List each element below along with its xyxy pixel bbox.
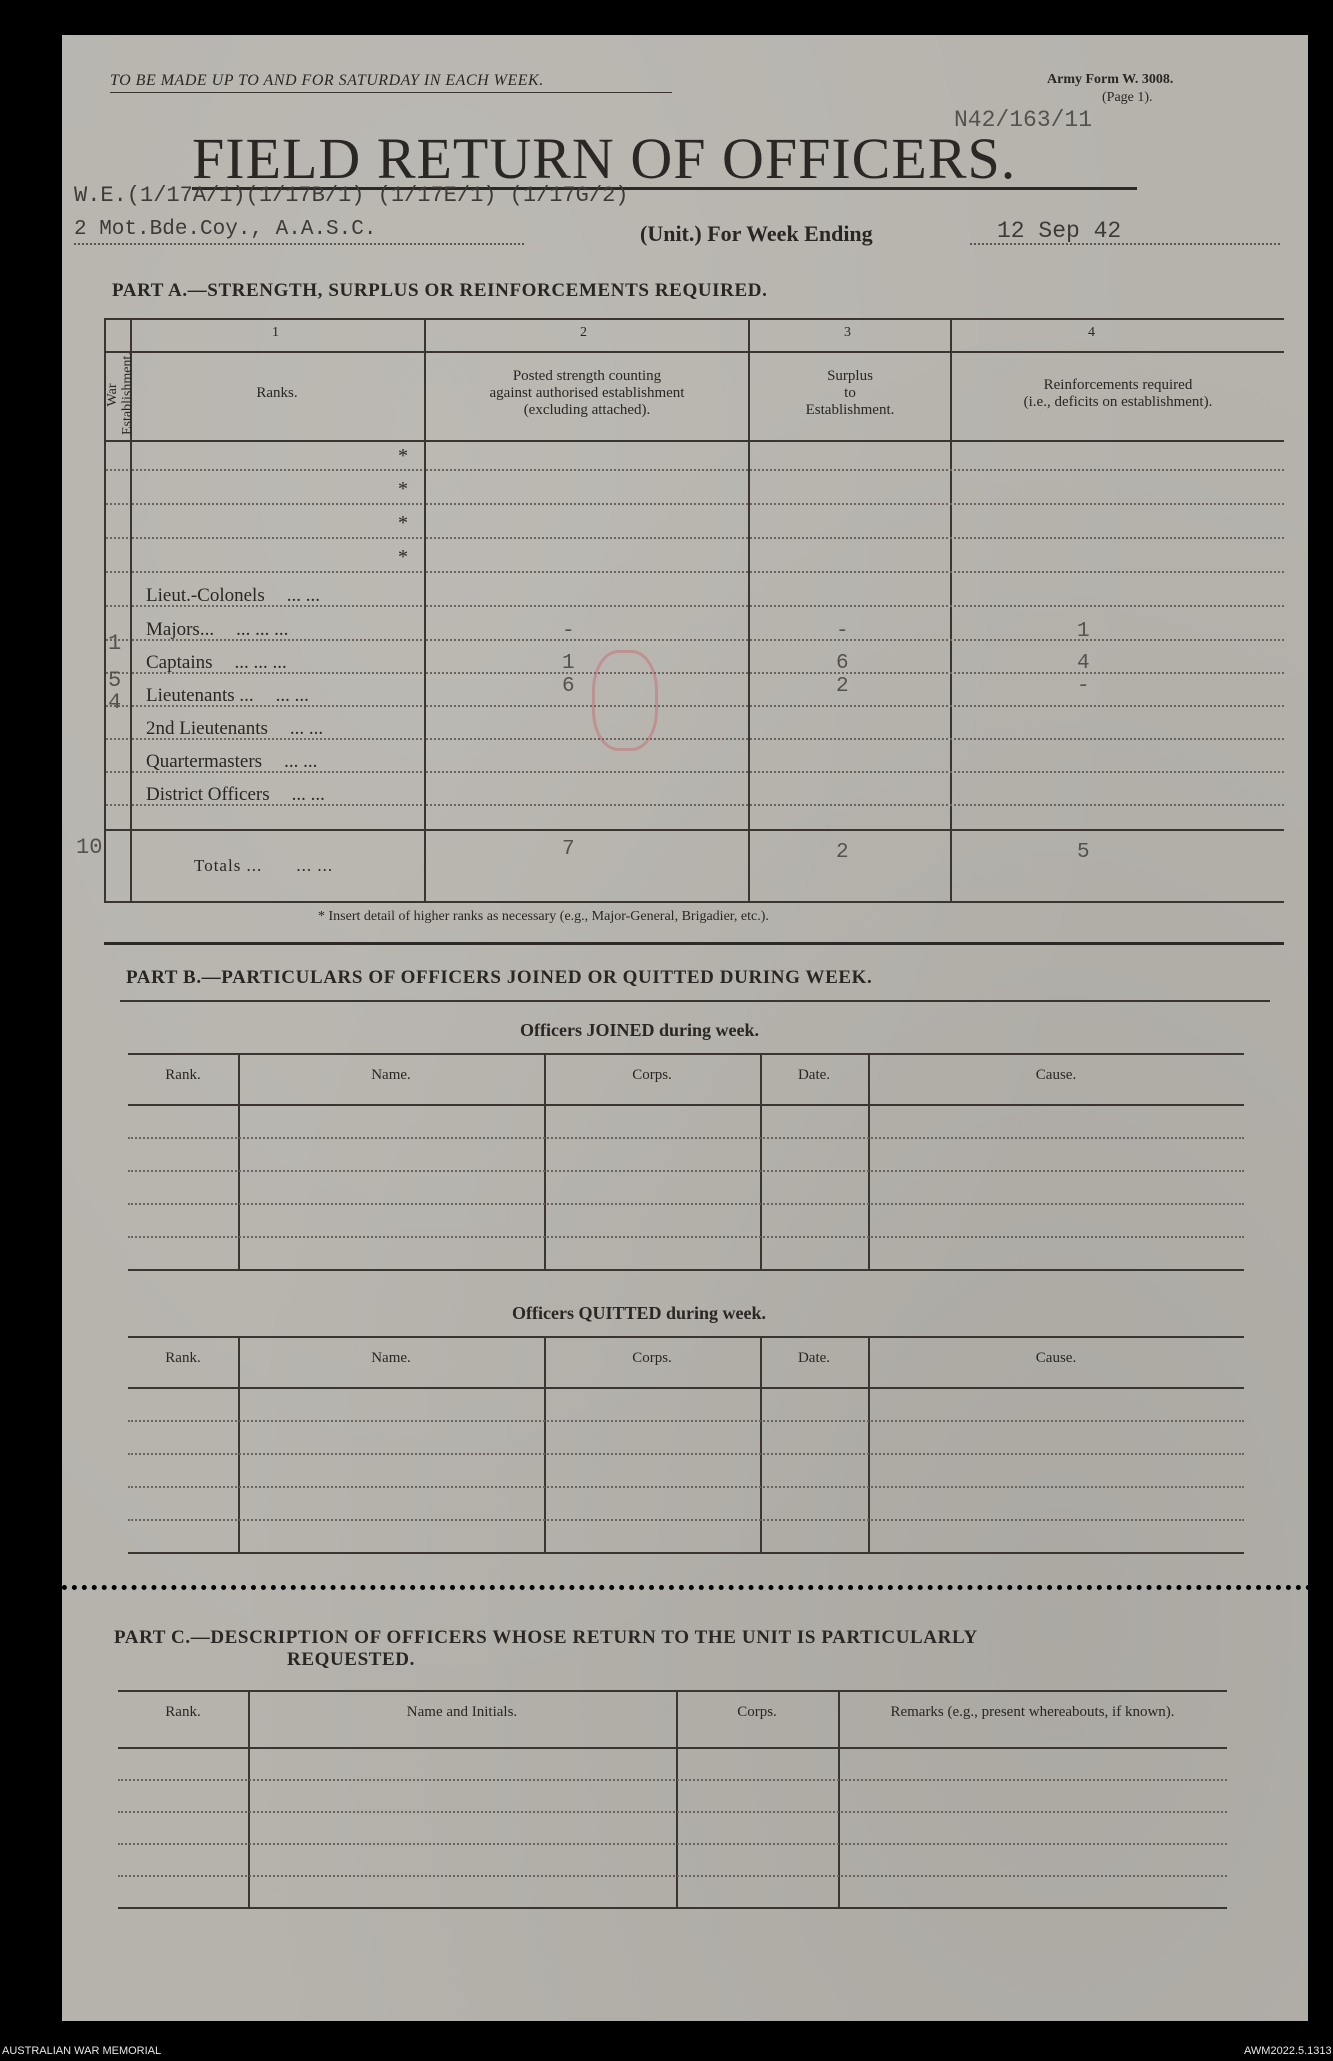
asterisk-3: * (398, 512, 408, 534)
joined-cause-header: Cause. (1035, 1067, 1077, 1083)
partc-remarks-header: Remarks (e.g., present whereabouts, if known). (890, 1704, 1175, 1720)
rank-label: 2nd Lieutenants (146, 718, 268, 739)
quitted-corps-header: Corps. (632, 1350, 672, 1366)
establishment-label: Establishment. (120, 352, 135, 435)
rank-2nd-lieutenants (146, 718, 323, 740)
row-rule (132, 537, 422, 539)
rank-leader: ... ... (275, 685, 309, 706)
table-row (118, 1843, 1227, 1845)
totals-text: Totals ... (194, 856, 263, 875)
surplus-header-line-3: Establishment. (805, 402, 895, 418)
data-row-rule (426, 503, 1284, 505)
rank-label: District Officers (146, 784, 270, 805)
data-row-rule (426, 639, 1284, 641)
totals-label (194, 856, 333, 876)
page-title: FIELD RETURN OF OFFICERS. (192, 126, 1017, 191)
posted-header-line-1: Posted strength counting (512, 368, 662, 384)
part-b-title-rule (120, 1000, 1270, 1002)
data-row-rule (426, 571, 1284, 573)
quitted-title: Officers QUITTED during week. (512, 1303, 766, 1323)
week-dotted-line (970, 243, 1280, 245)
rank-label: Lieut.-Colonels (146, 585, 265, 606)
quitted-date-header: Date. (797, 1350, 831, 1366)
war-label: War (105, 383, 120, 407)
data-row-rule (426, 771, 1284, 773)
col-number-2: 2 (580, 325, 587, 340)
we-row-rule (106, 537, 128, 539)
posted-strength-header (426, 368, 748, 419)
joined-name-header: Name. (371, 1067, 411, 1083)
part-a-totals-rule (104, 829, 1284, 831)
we-lieutenants: 4 (108, 690, 122, 715)
surplus-majors: - (836, 620, 849, 643)
quitted-name-header: Name. (371, 1350, 411, 1366)
table-bottom-rule (128, 1552, 1244, 1554)
part-a-top-rule (104, 318, 1284, 320)
data-row-rule (426, 804, 1284, 806)
reinforcements-header-line-2: (i.e., deficits on establishment). (1023, 394, 1213, 410)
posted-total: 7 (562, 838, 575, 861)
table-row (128, 1486, 1244, 1488)
part-a-title: PART A.—STRENGTH, SURPLUS OR REINFORCEMENTS REQUIRED. (112, 280, 768, 301)
posted-header-line-2: against authorised establishment (489, 385, 685, 401)
unit-dotted-line (74, 243, 524, 245)
page-number: (Page 1). (1102, 90, 1153, 105)
rank-label: Lieutenants ... (146, 685, 254, 706)
we-total: 10 (76, 835, 103, 860)
row-rule (132, 469, 422, 471)
table-row (128, 1170, 1244, 1172)
table-top-rule (128, 1336, 1244, 1338)
data-row-rule (426, 605, 1284, 607)
partc-corps-header: Corps. (737, 1704, 777, 1720)
reinf-lieutenants: - (1077, 675, 1090, 698)
rank-leader: ... ... (286, 585, 320, 606)
table-row (128, 1137, 1244, 1139)
table-bottom-rule (128, 1269, 1244, 1271)
unit-label: (Unit.) For Week Ending (640, 221, 873, 246)
surplus-total: 2 (836, 841, 849, 864)
partc-rank-header: Rank. (165, 1704, 201, 1720)
surplus-header-line-1: Surplus (827, 368, 873, 384)
table-top-rule (118, 1690, 1227, 1692)
rank-majors (146, 619, 288, 641)
reinforcements-header (952, 377, 1284, 411)
rank-district-officers (146, 784, 325, 806)
part-a-number-rule (104, 351, 1284, 353)
surplus-header (750, 368, 950, 419)
joined-date-header: Date. (797, 1067, 831, 1083)
part-a-end-rule (104, 942, 1284, 945)
part-c-title-line-1: PART C.—DESCRIPTION OF OFFICERS WHOSE RETURN TO THE UNIT IS PARTICULARLY (114, 1627, 978, 1648)
reinf-majors: 1 (1077, 620, 1090, 643)
data-row-rule (426, 705, 1284, 707)
posted-header-line-3: (excluding attached). (523, 402, 651, 418)
surplus-header-line-2: to (844, 385, 856, 401)
rank-lieutenants (146, 685, 309, 707)
rank-lieut-colonels (146, 585, 320, 607)
table-row (128, 1453, 1244, 1455)
reinf-total: 5 (1077, 841, 1090, 864)
table-row (118, 1779, 1227, 1781)
we-lieut-colonels: 1 (108, 631, 122, 656)
we-row-rule (106, 605, 128, 607)
instruction-underline (110, 92, 672, 93)
unit-name: 2 Mot.Bde.Coy., A.A.S.C. (74, 218, 377, 241)
form-page (62, 35, 1308, 2021)
posted-lieutenants: 6 (562, 675, 575, 698)
part-a-bottom-rule (104, 901, 1284, 903)
asterisk-2: * (398, 478, 408, 500)
we-captains: 5 (108, 668, 122, 693)
week-ending-value: 12 Sep 42 (997, 218, 1122, 244)
table-row (128, 1420, 1244, 1422)
data-row-rule (426, 738, 1284, 740)
part-a-footnote: * Insert detail of higher ranks as necessary (e.g., Major-General, Brigadier, etc.). (318, 909, 769, 924)
row-rule (132, 503, 422, 505)
rank-captains (146, 652, 287, 674)
data-row-rule (426, 537, 1284, 539)
footer-left: AUSTRALIAN WAR MEMORIAL (2, 2045, 162, 2057)
weekly-instruction: TO BE MADE UP TO AND FOR SATURDAY IN EACH WEEK. (110, 72, 544, 89)
red-stamp-mark (592, 650, 658, 751)
part-c-title-line-2: REQUESTED. (287, 1649, 415, 1670)
asterisk-1: * (398, 445, 408, 467)
table-header-rule (128, 1387, 1244, 1389)
we-row-rule (106, 804, 128, 806)
rank-label: Captains (146, 652, 213, 673)
joined-title: Officers JOINED during week. (520, 1020, 759, 1040)
rank-leader: ... ... (291, 784, 325, 805)
table-bottom-rule (118, 1907, 1227, 1909)
surplus-lieutenants: 2 (836, 675, 849, 698)
rank-label: Majors... (146, 619, 215, 640)
table-row (118, 1811, 1227, 1813)
ranks-header: Ranks. (256, 385, 298, 401)
totals-leader: ... ... (296, 856, 334, 875)
war-establishment-label (105, 352, 135, 435)
we-row-rule (106, 738, 128, 740)
posted-captains: 1 (562, 652, 575, 675)
col-number-3: 3 (844, 325, 851, 340)
surplus-captains: 6 (836, 652, 849, 675)
table-row (118, 1875, 1227, 1877)
joined-rank-header: Rank. (165, 1067, 201, 1083)
part-a-header-rule (104, 440, 1284, 442)
we-row-rule (106, 571, 128, 573)
joined-corps-header: Corps. (632, 1067, 672, 1083)
reinforcements-header-line-1: Reinforcements required (1043, 377, 1193, 393)
table-row (128, 1236, 1244, 1238)
quitted-rank-header: Rank. (165, 1350, 201, 1366)
table-row (128, 1203, 1244, 1205)
rank-quartermasters (146, 751, 317, 773)
we-row-rule (106, 503, 128, 505)
data-row-rule (426, 672, 1284, 674)
reinf-captains: 4 (1077, 652, 1090, 675)
table-top-rule (128, 1053, 1244, 1055)
we-row-rule (106, 469, 128, 471)
rank-leader: ... ... ... (236, 619, 289, 640)
part-b-title: PART B.—PARTICULARS OF OFFICERS JOINED OR QUITTED DURING WEEK. (126, 967, 873, 988)
war-establishment-reference: W.E.(1/17A/1)(1/17B/1) (1/17E/1) (1/17G/2) (74, 183, 629, 208)
rank-leader: ... ... (289, 718, 324, 739)
quitted-cause-header: Cause. (1035, 1350, 1077, 1366)
form-number: Army Form W. 3008. (1047, 72, 1174, 87)
reference-stamp: N42/163/11 (954, 107, 1093, 133)
data-row-rule (426, 469, 1284, 471)
posted-majors: - (562, 620, 575, 643)
rank-leader: ... ... ... (234, 652, 287, 673)
row-rule (132, 571, 422, 573)
footer-right: AWM2022.5.1313 (1244, 2045, 1332, 2057)
col-number-1: 1 (272, 325, 279, 340)
we-row-rule (106, 771, 128, 773)
asterisk-4: * (398, 546, 408, 568)
rank-label: Quartermasters (146, 751, 263, 772)
table-header-rule (118, 1747, 1227, 1749)
rank-leader: ... ... (284, 751, 318, 772)
table-row (128, 1519, 1244, 1521)
table-header-rule (128, 1104, 1244, 1106)
partc-name-header: Name and Initials. (406, 1704, 518, 1720)
col-number-4: 4 (1088, 325, 1095, 340)
perforation-line (42, 1585, 1332, 1590)
